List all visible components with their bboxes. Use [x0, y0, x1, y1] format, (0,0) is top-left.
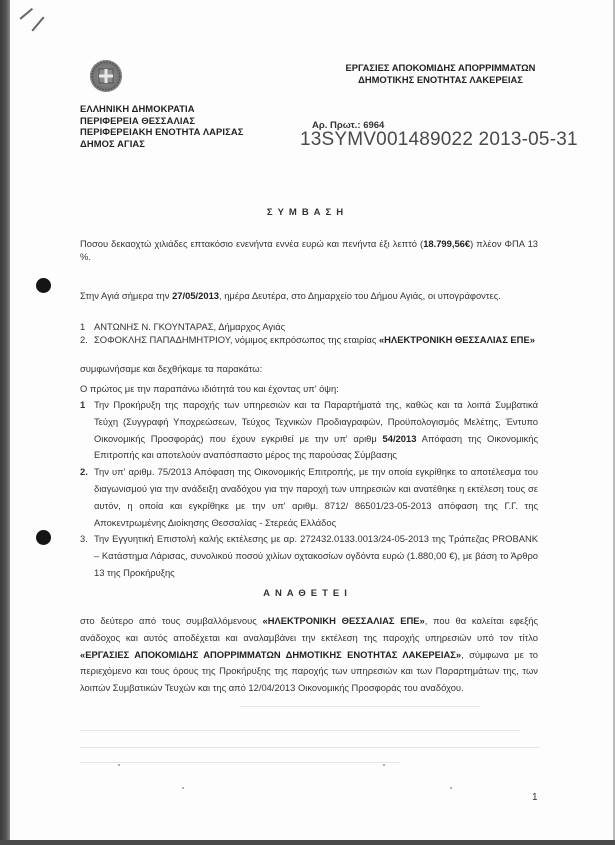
assigns-paragraph — [80, 613, 538, 697]
greek-coat-of-arms-icon — [90, 60, 122, 92]
bleed-through-line — [80, 730, 520, 731]
project-header — [323, 62, 558, 85]
service-title: «ΕΡΓΑΣΙΕΣ ΑΠΟΚΟΜΙΔΗΣ ΑΠΟΡΡΙΜΜΑΤΩΝ ΔΗΜΟΤΙΚΗΣ ΕΝΟΤΗΤΑΣ ΛΑΚΕΡΕΙΑΣ» — [80, 648, 462, 660]
pen-mark — [31, 16, 44, 31]
party-number: 2. — [80, 334, 88, 345]
punch-hole-icon — [36, 530, 51, 545]
document-title: ΣΥΜΒΑΣΗ — [266, 207, 349, 218]
date-text: Στην Αγιά σήμερα την — [80, 290, 173, 301]
party-text: ΣΟΦΟΚΛΗΣ ΠΑΠΑΔΗΜΗΤΡΙΟΥ, νόμιμος εκπρόσωπος της εταιρίας — [94, 334, 379, 345]
contractor-name: «ΗΛΕΚΤΡΟΝΙΚΗ ΘΕΣΣΑΛΙΑΣ ΕΠΕ» — [262, 615, 425, 626]
decision-number: 54/2013 — [382, 432, 417, 444]
scan-left-edge — [0, 0, 10, 845]
consideration-item — [80, 397, 538, 464]
issuer-line: ΔΗΜΟΣ ΑΓΙΑΣ — [80, 137, 145, 149]
consideration-item — [80, 464, 538, 531]
ada-code: 13SYMV001489022 2013-05-31 — [300, 129, 578, 150]
scan-speck — [118, 764, 120, 766]
consideration-item — [80, 531, 538, 581]
project-line: ΕΡΓΑΣΙΕΣ ΑΠΟΚΟΜΙΔΗΣ ΑΠΟΡΡΙΜΜΑΤΩΝ — [345, 62, 536, 73]
scan-speck — [182, 787, 184, 789]
bleed-through-line — [240, 706, 480, 707]
parties-list — [80, 320, 538, 346]
assigns-title: ΑΝΑΘΕΤΕΙ — [263, 588, 352, 599]
company-name: «ΗΛΕΚΤΡΟΝΙΚΗ ΘΕΣΣΑΛΙΑΣ ΕΠΕ» — [378, 334, 535, 345]
issuer-line: ΠΕΡΙΦΕΡΕΙΑ ΘΕΣΣΑΛΙΑΣ — [80, 114, 196, 126]
party-number: 1 — [80, 321, 86, 332]
punch-hole-icon — [36, 278, 51, 293]
pen-mark — [20, 8, 33, 19]
consideration-text: Την Εγγυητική Επιστολή καλής εκτέλεσης με αρ. 272432.0133.0013/24-05-2013 της Τράπεζας PROBANK – Κατάστημα Λάρισας, συνολικού ποσού χιλίων οχτακοσίων ογδόντα ευρώ (1.880,00 €), με βάση το Άρθρο 13 της Προκήρυξης — [94, 533, 538, 578]
consideration-number: 3. — [80, 533, 88, 545]
scan-bottom-edge — [0, 840, 615, 845]
page-number: 1 — [532, 792, 538, 803]
party-item — [80, 333, 538, 346]
consideration-number: 2. — [80, 466, 88, 478]
date-text: , ημέρα Δευτέρα, στο Δημαρχείο του Δήμου Αγιάς, οι υπογράφοντες. — [219, 290, 501, 301]
contract-date: 27/05/2013 — [172, 290, 219, 301]
contract-amount: 18.799,56€ — [423, 238, 471, 249]
consideration-text: Την υπ' αριθμ. 75/2013 Απόφαση της Οικονομικής Επιτροπής, με την οποία εγκρίθηκε το αποτέλεσμα του διαγωνισμού για την ανάδειξη αναδόχου για την παροχή των υπηρεσιών και ανατέθηκε η εκτέλεση τους σε αυτόν, η οποία και εγκρίθηκε με την υπ' αριθμ. 8712/ 86501/23-05-2013 απόφαση της Γ.Γ. της Αποκεντρωμένης Διοίκησης Θεσσαλίας - Στερεάς Ελλάδος — [94, 466, 538, 528]
issuer-line: ΕΛΛΗΝΙΚΗ ΔΗΜΟΚΡΑΤΙΑ — [80, 103, 195, 114]
party-item — [80, 320, 538, 333]
assigns-text: , που θα καλείται εφεξής ανάδοχος και αυτός αποδέχεται και αναλαμβάνει την εκτέλεση της παροχής υπηρεσιών υπό τον τίτλο — [80, 615, 539, 643]
scan-speck — [383, 764, 385, 766]
project-line: ΔΗΜΟΤΙΚΗΣ ΕΝΟΤΗΤΑΣ ΛΑΚΕΡΕΙΑΣ — [358, 73, 523, 85]
consideration-text: Απόφαση της Οικονομικής Επιτροπής και αποτελούν αναπόσπαστο μέρος της παρούσας Σύμβασης — [94, 432, 538, 461]
consideration-text: Την Προκήρυξη της παροχής των υπηρεσιών και τα Παραρτήματά της, καθώς και τα λοιπά Συμβατικά Τεύχη (Συγγραφή Υποχρεώσεων, Τεύχος Τεχνικών Προδιαγραφών, Προϋπολογισμός Μελέτης, Έντυπο Οικονομικής Προσφοράς) που έχουν εγκριθεί με την υπ' αριθμ — [94, 399, 538, 444]
issuer-line: ΠΕΡΙΦΕΡΕΙΑΚΗ ΕΝΟΤΗΤΑ ΛΑΡΙΣΑΣ — [80, 126, 244, 137]
amount-text: ) πλέον ΦΠΑ 13 %. — [80, 238, 538, 262]
first-party-intro: Ο πρώτος με την παραπάνω ιδιότητά του και έχοντας υπ' όψη: — [80, 383, 339, 394]
agreed-text: συμφωνήσαμε και δεχθήκαμε τα παρακάτω: — [80, 363, 263, 374]
protocol-number: Αρ. Πρωτ.: 6964 — [312, 120, 385, 131]
party-text: ΑΝΤΩΝΗΣ Ν. ΓΚΟΥΝΤΑΡΑΣ, Δήμαρχος Αγιάς — [94, 321, 286, 332]
amount-paragraph — [80, 237, 538, 263]
bleed-through-line — [80, 747, 540, 748]
scan-speck — [450, 787, 452, 789]
consideration-number: 1 — [80, 399, 86, 410]
issuer-header — [80, 103, 243, 149]
bleed-through-line — [80, 762, 400, 763]
assigns-text: στο δεύτερο από τους συμβαλλόμενους — [80, 615, 263, 626]
amount-text: Ποσου δεκαοχτώ χιλιάδες επτακόσιο ενενήντα εννέα ευρώ και πενήντα έξι λεπτό ( — [80, 238, 424, 249]
assigns-text: , σύμφωνα με το περιεχόμενο και τους όρους της Προκήρυξης της παροχής των υπηρεσιών και των Παραρτημάτων της, των λοιπών Συμβατικών Τευχών και της από 12/04/2013 Οικονομικής Προσφοράς του αναδόχου. — [80, 648, 539, 694]
date-paragraph — [80, 289, 538, 302]
considerations-list — [80, 397, 538, 582]
